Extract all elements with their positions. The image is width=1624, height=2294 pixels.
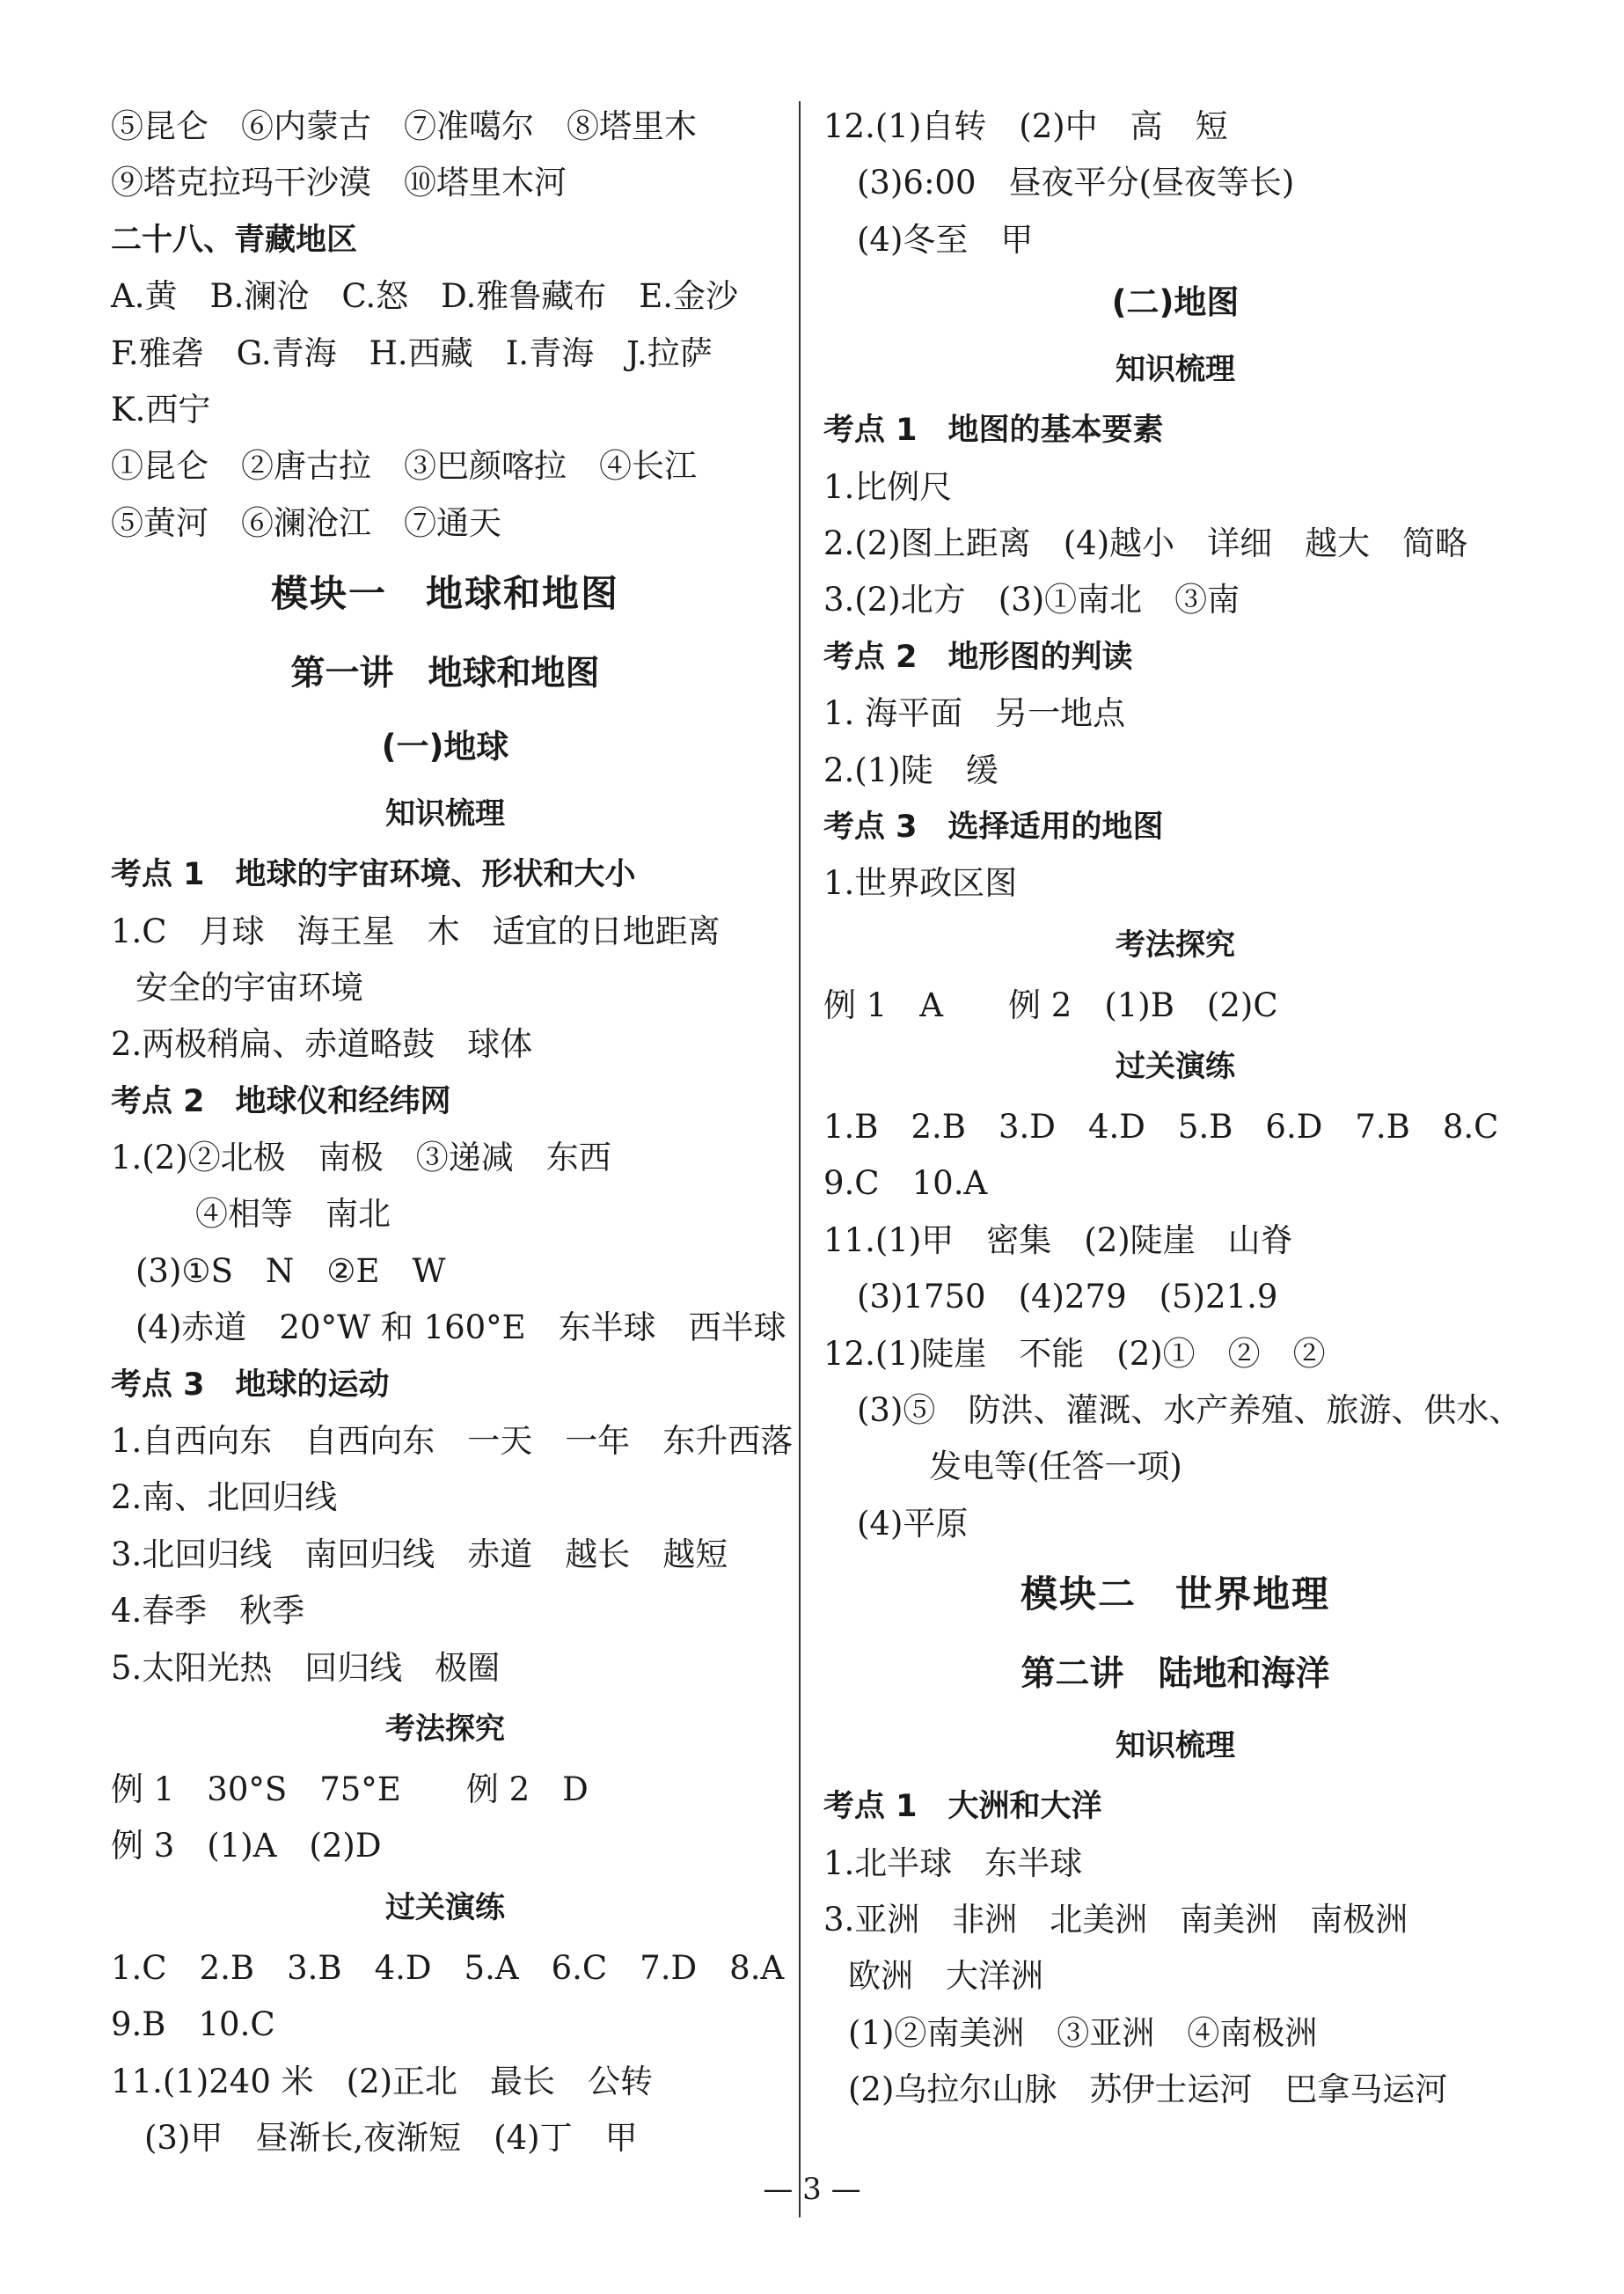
answer-line: 1.比例尺	[823, 467, 953, 506]
answer-line: 11.(1)240 米 (2)正北 最长 公转	[111, 2062, 654, 2100]
subsection-heading: 过关演练	[385, 1889, 505, 1925]
answer-line: 1.C 月球 海王星 木 适宜的日地距离	[111, 912, 721, 950]
answer-line: 12.(1)自转 (2)中 高 短	[823, 107, 1228, 145]
answer-line: K.西宁	[111, 390, 211, 429]
answer-line: 9.C 10.A	[823, 1164, 988, 1203]
answer-line: 2.南、北回归线	[111, 1478, 338, 1517]
answer-line: 3.北回归线 南回归线 赤道 越长 越短	[111, 1535, 728, 1573]
topic-heading: 考点 2 地球仪和经纬网	[111, 1083, 451, 1119]
answer-line: (3)⑤ 防洪、灌溉、水产养殖、旅游、供水、	[857, 1391, 1522, 1430]
module-heading: 模块一 地球和地图	[270, 572, 619, 616]
answer-line: 1.C 2.B 3.B 4.D 5.A 6.C 7.D 8.A	[111, 1948, 785, 1987]
answer-line: 11.(1)甲 密集 (2)陡崖 山脊	[823, 1220, 1293, 1259]
topic-heading: 考点 1 大洲和大洋	[823, 1789, 1102, 1825]
answer-line: (4)平原	[857, 1504, 969, 1543]
lecture-heading: 第二讲 陆地和海洋	[1020, 1654, 1330, 1695]
answer-line: (4)赤道 20°W 和 160°E 东半球 西半球	[135, 1308, 786, 1347]
answer-line: 2.(2)图上距离 (4)越小 详细 越大 简略	[823, 524, 1468, 562]
subsection-heading: 过关演练	[1116, 1049, 1235, 1085]
answer-line: (4)冬至 甲	[857, 220, 1034, 259]
lecture-heading: 第一讲 地球和地图	[290, 654, 600, 694]
answer-line: 1.B 2.B 3.D 4.D 5.B 6.D 7.B 8.C	[823, 1108, 1499, 1147]
topic-heading: 二十八、青藏地区	[111, 222, 358, 258]
answer-line: ⑨塔克拉玛干沙漠 ⑩塔里木河	[111, 164, 567, 202]
answer-line: (1)②南美洲 ③亚洲 ④南极洲	[848, 2013, 1318, 2052]
answer-line: A.黄 B.澜沧 C.怒 D.雅鲁藏布 E.金沙	[111, 277, 739, 316]
subsection-heading: 知识梳理	[385, 796, 505, 832]
answer-line: 2.两极稍扁、赤道略鼓 球体	[111, 1025, 533, 1064]
answer-line: 例 1 30°S 75°E 例 2 D	[111, 1770, 589, 1808]
answer-line: 2.(1)陡 缓	[823, 751, 999, 789]
topic-heading: 考点 3 地球的运动	[111, 1367, 390, 1403]
answer-line: ①昆仑 ②唐古拉 ③巴颜喀拉 ④长江	[111, 447, 697, 486]
module-heading: 模块二 世界地理	[1020, 1572, 1330, 1616]
answer-line: 1.(2)②北极 南极 ③递减 东西	[111, 1139, 611, 1177]
answer-line: (3)1750 (4)279 (5)21.9	[857, 1278, 1278, 1316]
answer-line: ⑤黄河 ⑥澜沧江 ⑦通天	[111, 503, 501, 542]
answer-line: 3.亚洲 非洲 北美洲 南美洲 南极洲	[823, 1900, 1408, 1939]
right-column	[823, 99, 1527, 2119]
left-column	[111, 99, 794, 2166]
topic-heading: 考点 1 地球的宇宙环境、形状和大小	[111, 857, 636, 893]
answer-line: 1.自西向东 自西向东 一天 一年 东升西落	[111, 1422, 794, 1461]
answer-line: 安全的宇宙环境	[135, 968, 363, 1007]
answer-line: (2)乌拉尔山脉 苏伊士运河 巴拿马运河	[848, 2070, 1448, 2109]
answer-line: (3)①S N ②E W	[135, 1251, 446, 1290]
answer-line: 3.(2)北方 (3)①南北 ③南	[823, 581, 1240, 619]
section-heading: (一)地球	[381, 728, 509, 766]
answer-line: 5.太阳光热 回归线 极圈	[111, 1648, 501, 1687]
subsection-heading: 知识梳理	[1116, 352, 1235, 388]
answer-line: 发电等(任答一项)	[929, 1447, 1182, 1486]
answer-line: 例 1 A 例 2 (1)B (2)C	[823, 986, 1278, 1024]
answer-line: 9.B 10.C	[111, 2005, 275, 2044]
answer-line: (3)甲 昼渐长,夜渐短 (4)丁 甲	[144, 2118, 638, 2157]
answer-line: ⑤昆仑 ⑥内蒙古 ⑦准噶尔 ⑧塔里木	[111, 107, 697, 145]
answer-line: 1.世界政区图	[823, 864, 1018, 903]
answer-line: 例 3 (1)A (2)D	[111, 1827, 382, 1865]
subsection-heading: 知识梳理	[1116, 1728, 1235, 1764]
page-number: — 3 —	[763, 2172, 861, 2207]
topic-heading: 考点 3 选择适用的地图	[823, 809, 1164, 845]
answer-line: F.雅砻 G.青海 H.西藏 I.青海 J.拉萨	[111, 333, 713, 372]
answer-line: (3)6:00 昼夜平分(昼夜等长)	[857, 164, 1295, 202]
answer-line: 12.(1)陡崖 不能 (2)① ② ②	[823, 1334, 1326, 1373]
column-divider	[799, 101, 801, 2217]
topic-heading: 考点 1 地图的基本要素	[823, 413, 1164, 449]
topic-heading: 考点 2 地形图的判读	[823, 639, 1133, 675]
subsection-heading: 考法探究	[1116, 927, 1235, 963]
subsection-heading: 考法探究	[385, 1711, 505, 1747]
section-heading: (二)地图	[1111, 283, 1240, 322]
answer-line: 欧洲 大洋洲	[848, 1957, 1043, 1996]
answer-line: 1. 海平面 另一地点	[823, 694, 1126, 733]
answer-line: 1.北半球 东半球	[823, 1843, 1083, 1882]
answer-line: ④相等 南北	[195, 1195, 391, 1234]
answer-line: 4.春季 秋季	[111, 1592, 305, 1631]
